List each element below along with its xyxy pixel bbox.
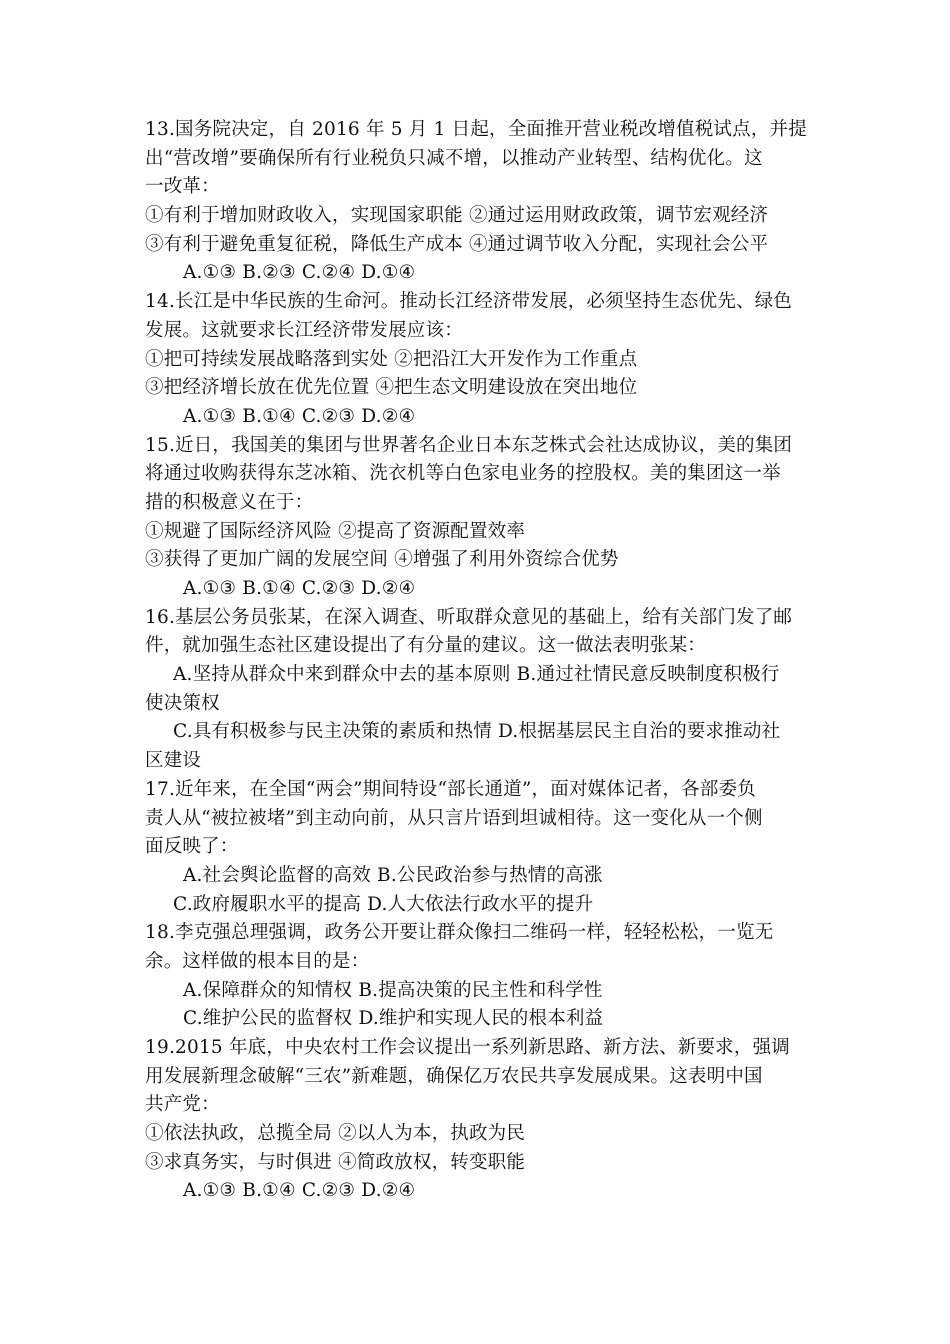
question-19-statements-2: ③求真务实，与时俱进 ④简政放权，转变职能 [145, 1151, 526, 1173]
question-13 [145, 116, 810, 288]
question-13-line-2: 出“营改增”要确保所有行业税负只减不增，以推动产业转型、结构优化。这 [145, 147, 763, 169]
question-15-line-1: 15.近日，我国美的集团与世界著名企业日本东芝株式会社达成协议，美的集团 [145, 434, 793, 456]
question-18 [145, 919, 810, 1034]
question-list [145, 116, 810, 1206]
question-19-line-3: 共产党： [145, 1094, 220, 1116]
question-19-line-2: 用发展新理念破解“三农”新难题，确保亿万农民共享发展成果。这表明中国 [145, 1065, 763, 1087]
question-13-line-3: 一改革： [145, 176, 220, 198]
question-18-choices-cd: C.维护公民的监督权 D.维护和实现人民的根本利益 [183, 1008, 604, 1030]
question-16 [145, 604, 810, 776]
question-15-choices: A.①③ B.①④ C.②③ D.②④ [183, 578, 416, 599]
question-14-statements-2: ③把经济增长放在优先位置 ④把生态文明建设放在突出地位 [145, 377, 638, 399]
question-13-statements-2: ③有利于避免重复征税，降低生产成本 ④通过调节收入分配，实现社会公平 [145, 233, 769, 255]
question-17-line-1: 17.近年来，在全国“两会”期间特设“部长通道”，面对媒体记者，各部委负 [145, 778, 756, 800]
question-13-line-1: 13.国务院决定，自 2016 年 5 月 1 日起，全面推开营业税改增值税试点，并提 [145, 119, 807, 140]
question-19-line-1: 19.2015 年底，中央农村工作会议提出一系列新思路、新方法、新要求，强调 [145, 1037, 790, 1058]
question-17-line-2: 责人从“被拉被堵”到主动向前，从只言片语到坦诚相待。这一变化从一个侧 [145, 807, 763, 829]
question-14-line-1: 14.长江是中华民族的生命河。推动长江经济带发展，必须坚持生态优先、绿色 [145, 291, 793, 313]
question-16-choices-cd-wrap: 区建设 [145, 750, 202, 772]
question-18-line-2: 余。这样做的根本目的是： [145, 950, 370, 972]
question-14-statements-1: ①把可持续发展战略落到实处 ②把沿江大开发作为工作重点 [145, 348, 638, 370]
question-15-line-3: 措的积极意义在于： [145, 491, 314, 513]
question-15-line-2: 将通过收购获得东芝冰箱、洗衣机等白色家电业务的控股权。美的集团这一举 [145, 463, 781, 485]
question-17 [145, 776, 810, 919]
question-18-choices-ab: A.保障群众的知情权 B.提高决策的民主性和科学性 [183, 979, 603, 1001]
question-19 [145, 1034, 810, 1206]
question-19-choices: A.①③ B.①④ C.②③ D.②④ [183, 1180, 416, 1202]
question-19-statements-1: ①依法执政，总揽全局 ②以人为本，执政为民 [145, 1123, 526, 1145]
question-17-line-3: 面反映了： [145, 836, 239, 858]
question-14 [145, 288, 810, 431]
question-16-line-1: 16.基层公务员张某，在深入调查、听取群众意见的基础上，给有关部门发了邮 [145, 606, 793, 628]
question-13-statements-1: ①有利于增加财政收入，实现国家职能 ②通过运用财政政策，调节宏观经济 [145, 205, 769, 227]
question-16-choices-ab: A.坚持从群众中来到群众中去的基本原则 B.通过社情民意反映制度积极行 [173, 664, 780, 686]
question-17-choices-ab: A.社会舆论监督的高效 B.公民政治参与热情的高涨 [183, 864, 603, 886]
question-14-choices: A.①③ B.①④ C.②③ D.②④ [183, 405, 416, 427]
question-14-line-2: 发展。这就要求长江经济带发展应该： [145, 319, 463, 341]
question-16-choices-ab-wrap: 使决策权 [145, 692, 220, 714]
question-13-choices: A.①③ B.②③ C.②④ D.①④ [183, 262, 416, 284]
question-18-line-1: 18.李克强总理强调，政务公开要让群众像扫二维码一样，轻轻松松，一览无 [145, 922, 774, 944]
question-15-statements-1: ①规避了国际经济风险 ②提高了资源配置效率 [145, 520, 526, 542]
question-15-statements-2: ③获得了更加广阔的发展空间 ④增强了利用外资综合优势 [145, 549, 619, 571]
question-16-choices-cd: C.具有积极参与民主决策的素质和热情 D.根据基层民主自治的要求推动社 [173, 721, 781, 743]
question-16-line-2: 件，就加强生态社区建设提出了有分量的建议。这一做法表明张某： [145, 635, 707, 657]
question-17-choices-cd: C.政府履职水平的提高 D.人大依法行政水平的提升 [173, 893, 594, 915]
question-15 [145, 432, 810, 604]
